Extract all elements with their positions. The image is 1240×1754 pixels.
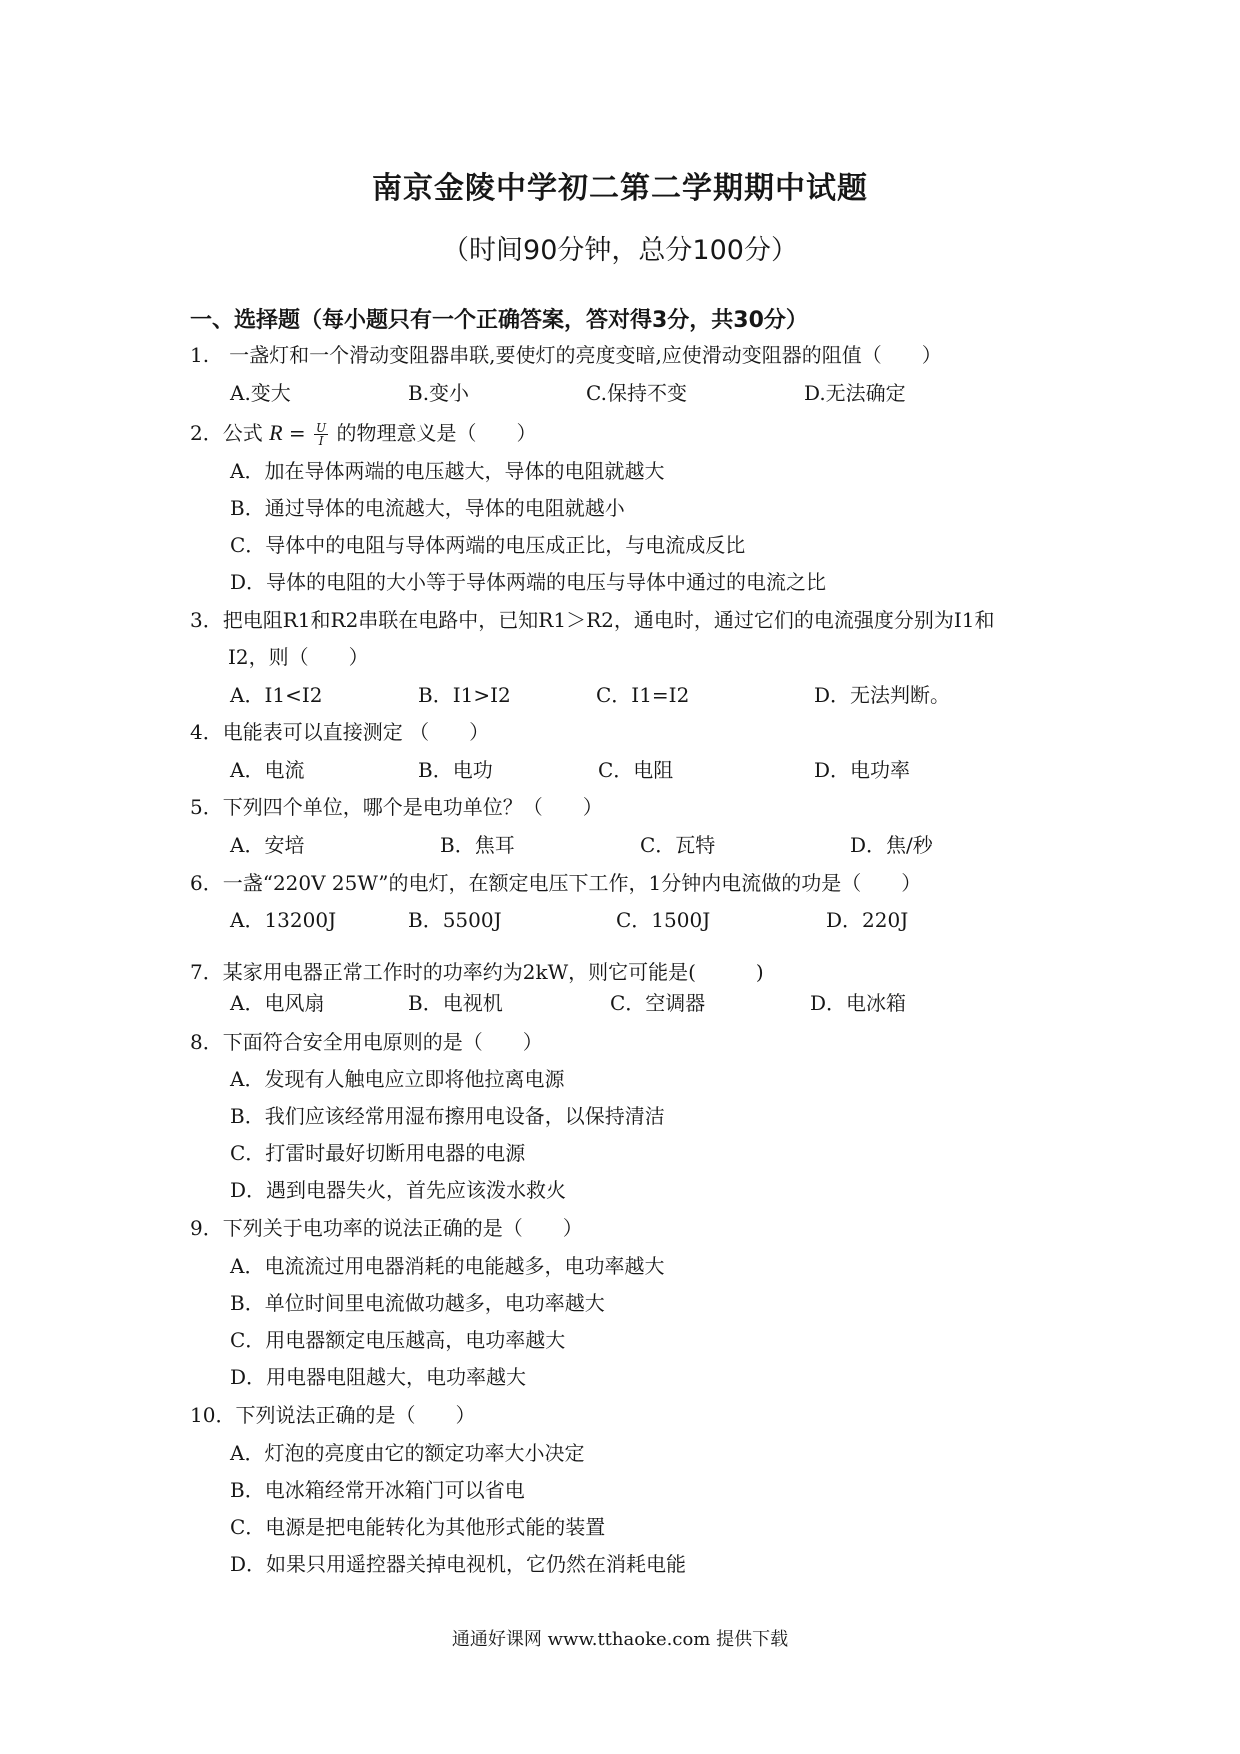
question-10-stem: 10．下列说法正确的是（ ） xyxy=(190,1403,476,1427)
option: B．焦耳 xyxy=(440,833,515,857)
question-6-options xyxy=(230,905,1130,935)
option: D．导体的电阻的大小等于导体两端的电压与导体中通过的电流之比 xyxy=(230,570,827,594)
option: C.保持不变 xyxy=(586,381,687,405)
section-heading-choice: 一、选择题（每小题只有一个正确答案，答对得3分，共30分） xyxy=(190,308,808,333)
question-3-stem-line1: 3．把电阻R1和R2串联在电路中，已知R1＞R2，通电时，通过它们的电流强度分别为I1和 xyxy=(190,608,995,632)
option: D．电功率 xyxy=(814,758,911,782)
option: B．5500J xyxy=(408,908,502,932)
option: A．I1<I2 xyxy=(230,683,323,707)
option: B．通过导体的电流越大，导体的电阻就越小 xyxy=(230,496,625,520)
question-1-options xyxy=(230,378,1130,408)
option: B.变小 xyxy=(408,381,470,405)
option: C．I1=I2 xyxy=(596,683,690,707)
question-3-stem-line2: I2，则（ ） xyxy=(228,645,369,669)
formula-r: R xyxy=(269,420,283,445)
option: C．电阻 xyxy=(598,758,674,782)
option: C．瓦特 xyxy=(640,833,716,857)
option: D．用电器电阻越大，电功率越大 xyxy=(230,1365,527,1389)
option: C．用电器额定电压越高，电功率越大 xyxy=(230,1328,566,1352)
option: D.无法确定 xyxy=(804,381,906,405)
option: A．13200J xyxy=(230,908,337,932)
option: C．空调器 xyxy=(610,991,706,1015)
question-4-options xyxy=(230,755,1130,785)
question-3-options xyxy=(230,680,1130,710)
option: B．I1>I2 xyxy=(418,683,511,707)
question-4-stem: 4．电能表可以直接测定 （ ） xyxy=(190,720,490,744)
option: C．电源是把电能转化为其他形式能的装置 xyxy=(230,1515,606,1539)
option: B．电功 xyxy=(418,758,493,782)
option: A．电流 xyxy=(230,758,305,782)
option: B．单位时间里电流做功越多，电功率越大 xyxy=(230,1291,605,1315)
question-5-stem: 5．下列四个单位，哪个是电功单位？（ ） xyxy=(190,795,603,819)
formula-equals: = xyxy=(288,421,306,445)
option: A.变大 xyxy=(230,381,291,405)
option: D．电冰箱 xyxy=(810,991,907,1015)
footer-credit: 通通好课网 www.tthaoke.com 提供下载 xyxy=(451,1629,789,1650)
question-5-options xyxy=(230,830,1130,860)
exam-title: 南京金陵中学初二第二学期期中试题 xyxy=(372,171,868,206)
question-6-stem: 6．一盏“220V 25W”的电灯，在额定电压下工作，1分钟内电流做的功是（ ） xyxy=(190,871,922,895)
question-1-stem: 1. 一盏灯和一个滑动变阻器串联,要使灯的亮度变暗,应使滑动变阻器的阻值（ ） xyxy=(190,343,942,367)
option: D．无法判断。 xyxy=(814,683,951,707)
option: D．如果只用遥控器关掉电视机，它仍然在消耗电能 xyxy=(230,1552,687,1576)
option: B．电视机 xyxy=(408,991,503,1015)
option: C．打雷时最好切断用电器的电源 xyxy=(230,1141,526,1165)
option: B．我们应该经常用湿布擦用电设备，以保持清洁 xyxy=(230,1104,665,1128)
exam-subtitle: （时间90分钟，总分100分） xyxy=(442,235,798,266)
option: D．遇到电器失火，首先应该泼水救火 xyxy=(230,1178,567,1202)
question-7-stem: 7．某家用电器正常工作时的功率约为2kW，则它可能是( ) xyxy=(190,960,764,984)
option: D．焦/秒 xyxy=(850,833,933,857)
question-8-stem: 8．下面符合安全用电原则的是（ ） xyxy=(190,1030,543,1054)
option: A．灯泡的亮度由它的额定功率大小决定 xyxy=(230,1441,585,1465)
option: D．220J xyxy=(826,908,909,932)
question-7-options xyxy=(230,988,1130,1018)
option: A．电流流过用电器消耗的电能越多，电功率越大 xyxy=(230,1254,665,1278)
option: C．导体中的电阻与导体两端的电压成正比，与电流成反比 xyxy=(230,533,746,557)
question-9-stem: 9．下列关于电功率的说法正确的是（ ） xyxy=(190,1216,583,1240)
option: A．加在导体两端的电压越大，导体的电阻就越大 xyxy=(230,459,665,483)
question-2-stem: 2．公式 R = $\frac{U}{I}$ 的物理意义是（ ） xyxy=(190,420,537,448)
option: B．电冰箱经常开冰箱门可以省电 xyxy=(230,1478,525,1502)
option: A．发现有人触电应立即将他拉离电源 xyxy=(230,1067,565,1091)
formula-fraction: $\frac{U}{I}$ xyxy=(316,421,327,448)
option: A．安培 xyxy=(230,833,305,857)
option: A．电风扇 xyxy=(230,991,325,1015)
option: C．1500J xyxy=(616,908,711,932)
